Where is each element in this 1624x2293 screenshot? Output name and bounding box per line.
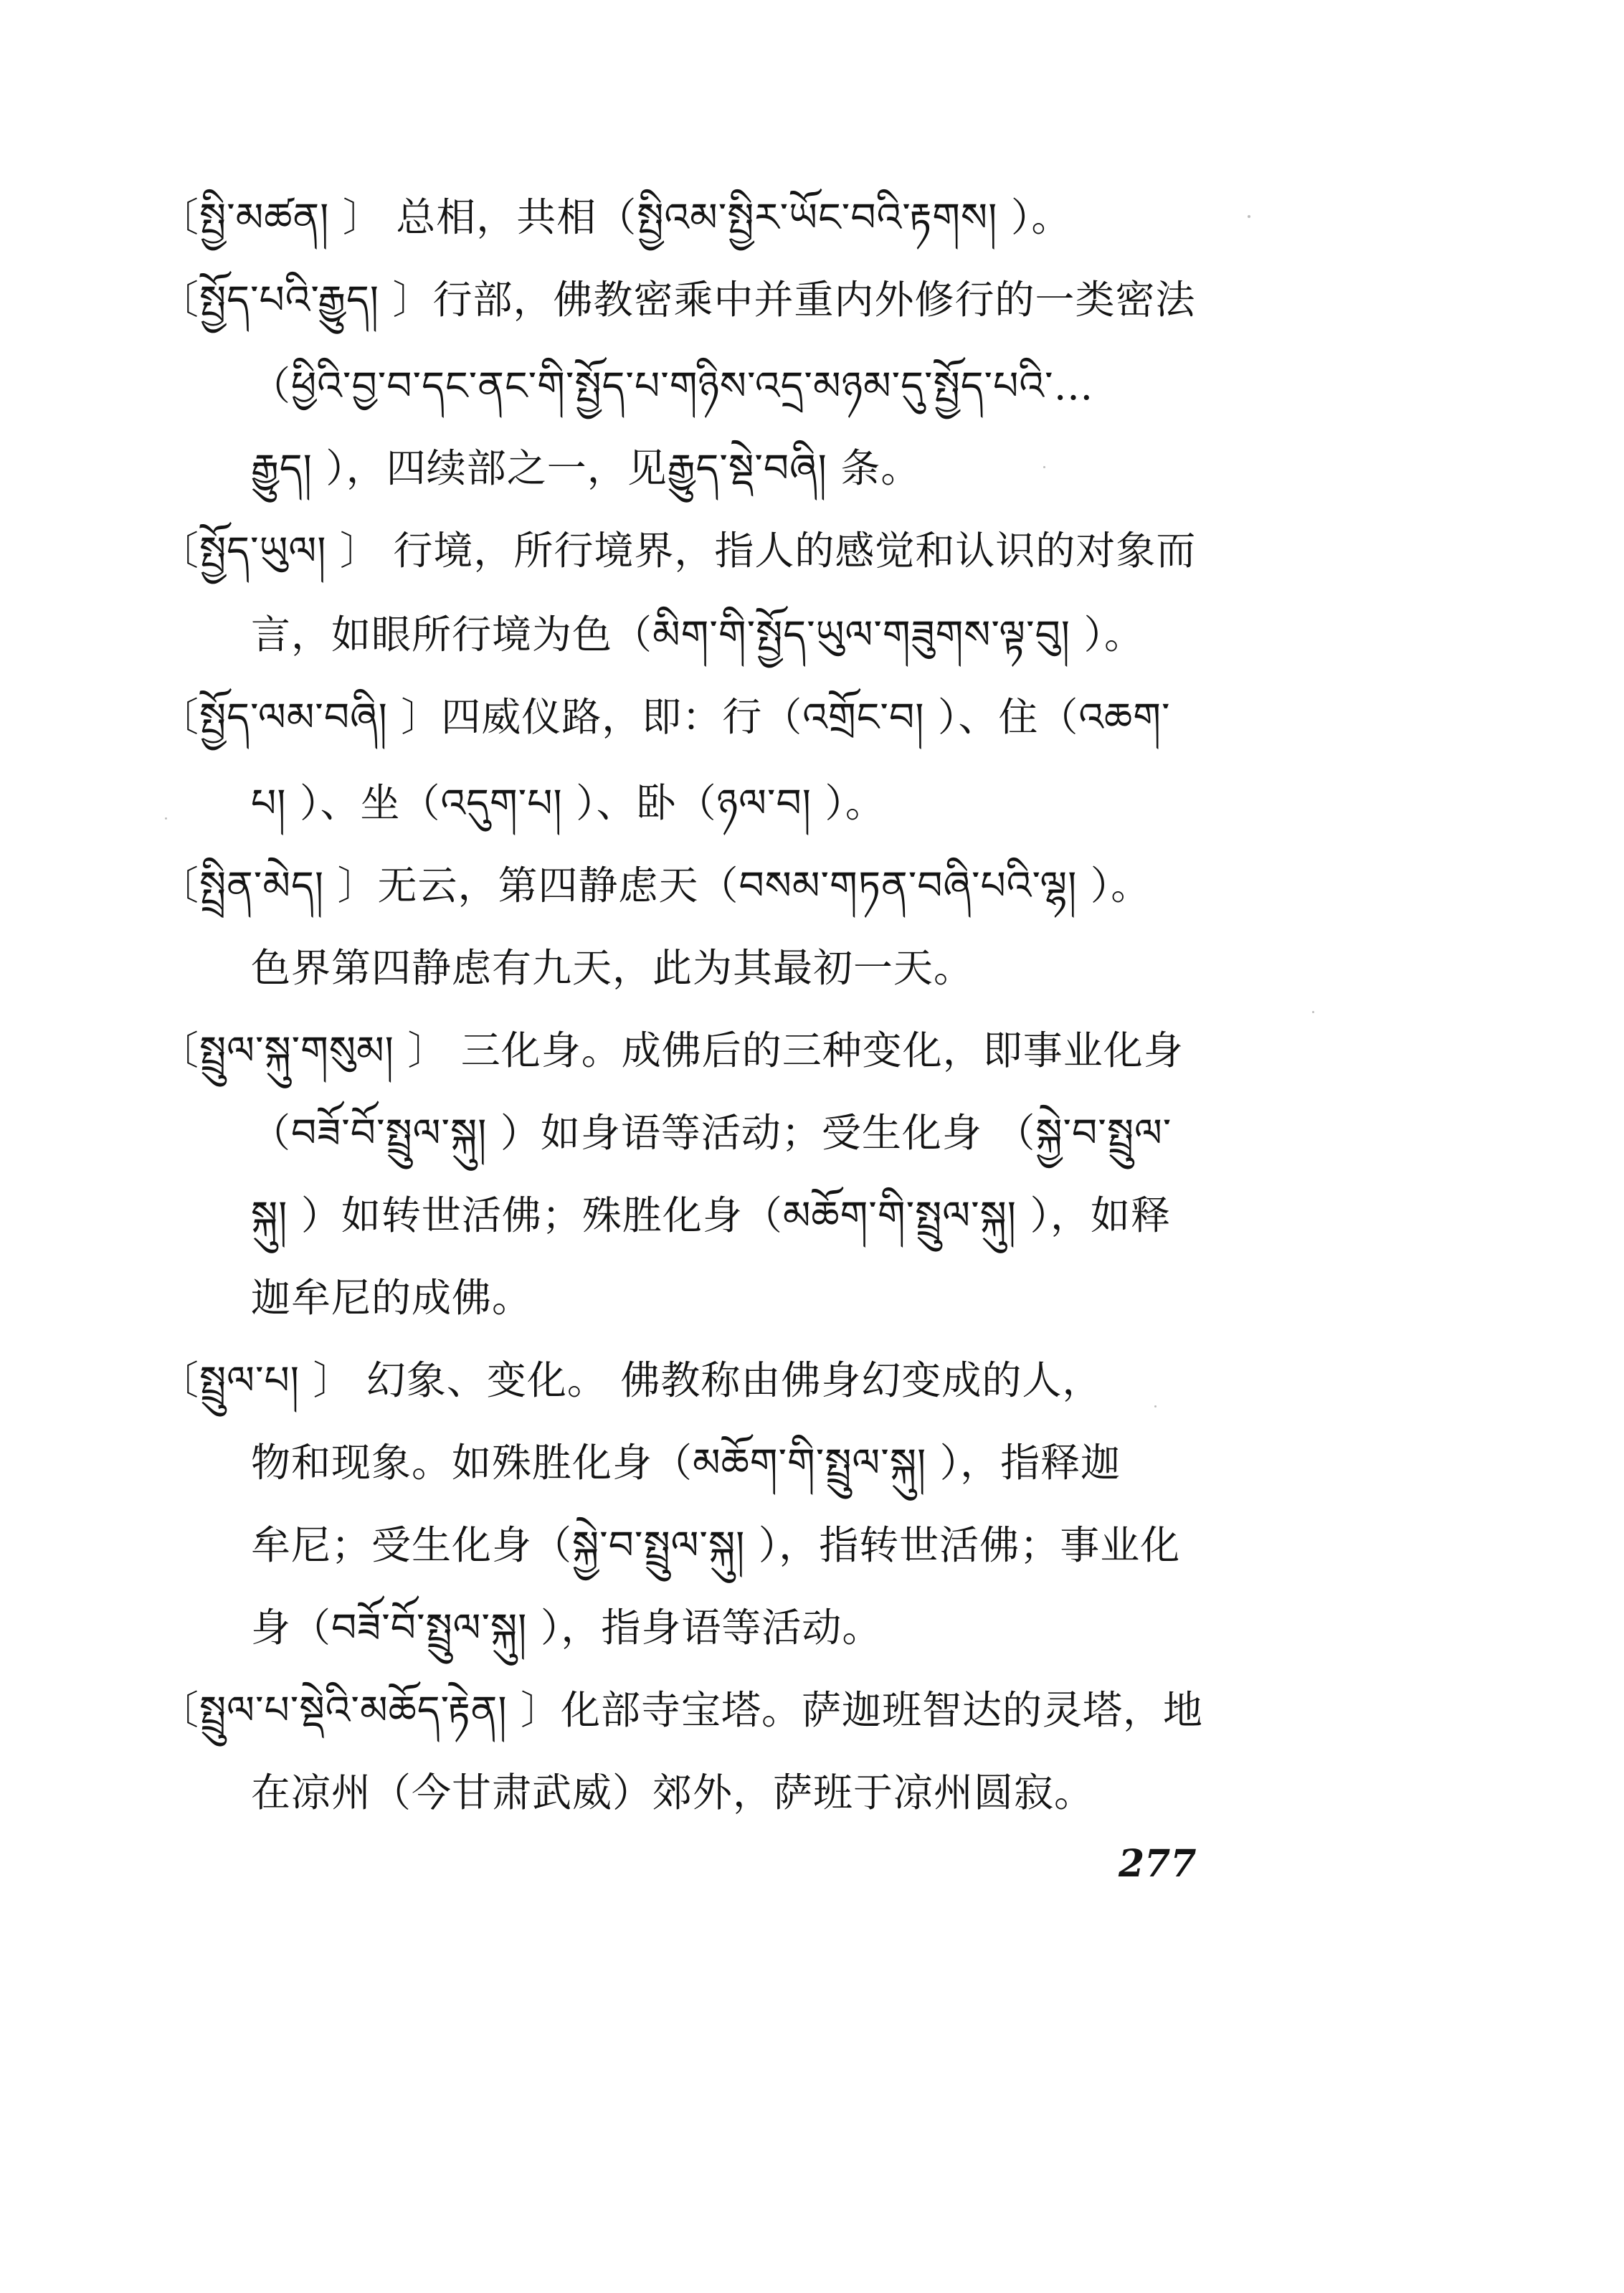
entry-line: 〔སྤྲུལ་སྐུ་གསུམ། 〕 三化身。成佛后的三种变化，即事业化身 bbox=[159, 1027, 1184, 1073]
entry-line: 〔སྤྱོད་པའི་རྒྱུད། 〕行部，佛教密乘中并重内外修行的一类密法 bbox=[159, 277, 1196, 323]
entry-line: 物和现象。如殊胜化身（མཆོག་གི་སྤྲུལ་སྐུ། ），指释迦 bbox=[251, 1440, 1121, 1486]
entry-line: 迦牟尼的成佛。 bbox=[251, 1275, 533, 1321]
entry-line: 言，如眼所行境为色（མིག་གི་སྤྱོད་ཡུལ་གཟུགས་ལྟ་བུ། ）。 bbox=[251, 612, 1144, 657]
entry-line: 〔སྤྱི་མཚན། 〕 总相，共相（སྤྱིའམ་སྤྱིར་ཡོང་བའི་རྟགས། ）。 bbox=[159, 194, 1072, 240]
entry-line: （བཟོ་བོ་སྤྲུལ་སྐུ། ）如身语等活动；受生化身 （སྐྱེ་བ་སྤྲུལ་ bbox=[251, 1110, 1172, 1156]
scan-speck bbox=[1312, 1011, 1314, 1013]
entry-line: 〔སྤྱོད་ལམ་བཞི། 〕四威仪路，即：行（འགྲོང་བ། ）、住（འཆག་ bbox=[159, 694, 1171, 740]
page-number: 277 bbox=[1119, 1842, 1197, 1886]
scan-speck bbox=[165, 817, 167, 820]
entry-line: （ཕྱིའི་བྱ་བ་དང་ནང་གི་སྤྱོད་པ་གཉིས་འདྲ་མཉམ་དུ་སྤྱོད་པའི་… bbox=[251, 363, 1094, 409]
entry-line: 身（བཟོ་བོ་སྤྲུལ་སྐུ། ），指身语等活动。 bbox=[251, 1605, 883, 1651]
scan-speck bbox=[1154, 1405, 1157, 1407]
entry-line: 〔སྤྲུལ་པ་སྡེའི་མཆོད་རྟེན། 〕化部寺宝塔。萨迦班智达的灵塔，地 bbox=[159, 1687, 1204, 1733]
scan-speck bbox=[1043, 466, 1045, 468]
entry-line: 牟尼；受生化身（སྐྱེ་བ་སྤྲུལ་སྐུ། ），指转世活佛；事业化 bbox=[251, 1522, 1181, 1568]
entry-line: རྒྱུད། ），四续部之一，见རྒྱུད་སྡེ་བཞི། 条。 bbox=[251, 445, 921, 491]
entry-line: པ། ）、坐（འདུག་པ། ）、卧（ཉལ་བ། ）。 bbox=[251, 780, 885, 826]
entry-line: སྐུ། ）如转世活佛；殊胜化身（མཆོག་གི་སྤྲུལ་སྐུ། ），如释 bbox=[251, 1192, 1171, 1238]
entry-line: 色界第四静虑有九天，此为其最初一天。 bbox=[251, 945, 974, 991]
entry-line: 〔སྤྲིན་མེད། 〕无云，第四静虑天（བསམ་གཏན་བཞི་པའི་ལྷ། ）。 bbox=[159, 863, 1151, 908]
entry-line: 〔སྤྲུལ་པ། 〕 幻象、变化。 佛教称由佛身幻变成的人， bbox=[159, 1357, 1103, 1403]
entry-line: 〔སྤྱོད་ཡུལ། 〕 行境，所行境界，指人的感觉和认识的对象而 bbox=[159, 528, 1197, 574]
scan-speck bbox=[1248, 215, 1250, 218]
entry-line: 在凉州（今甘肃武威）郊外，萨班于凉州圆寂。 bbox=[251, 1770, 1095, 1815]
